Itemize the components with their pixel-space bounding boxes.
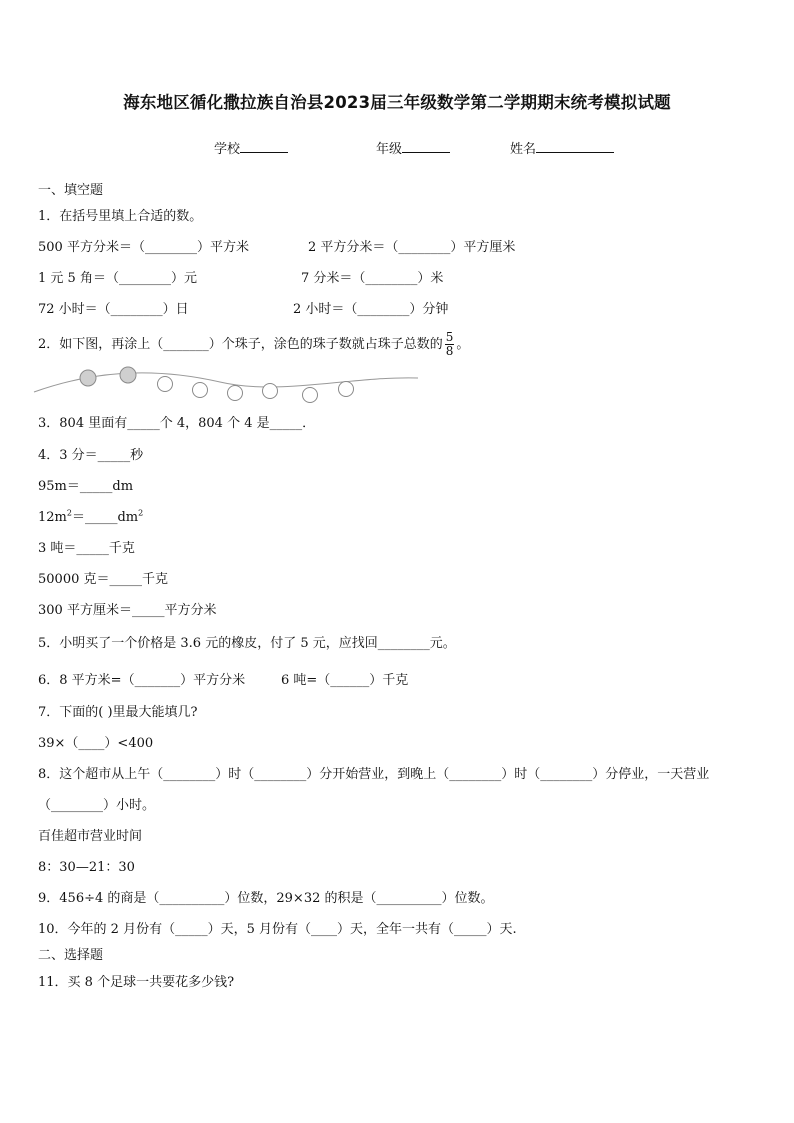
q4-c-sup2: 2 <box>138 508 144 518</box>
bead-unshaded <box>228 386 243 401</box>
bead-unshaded <box>158 377 173 392</box>
fraction-numerator: 5 <box>445 330 454 344</box>
question-1-row-2 <box>38 271 444 287</box>
question-11: 11．买 8 个足球一共要花多少钱? <box>38 975 235 990</box>
question-7-expression: 39×（____）<400 <box>38 736 154 751</box>
bead-unshaded <box>263 384 278 399</box>
question-6 <box>38 673 409 689</box>
name-blank[interactable] <box>536 142 614 153</box>
question-3: 3．804 里面有_____个 4，804 个 4 是_____． <box>38 416 316 431</box>
q2-end: 。 <box>456 337 470 352</box>
q2-text: 2．如下图，再涂上（_______）个珠子，涂色的珠子数就占珠子总数的 <box>38 337 443 352</box>
question-4-f: 300 平方厘米＝_____平方分米 <box>38 603 217 618</box>
school-blank[interactable] <box>240 142 288 153</box>
bead-string-figure <box>30 362 430 407</box>
q1-item-f: 2 小时＝（________）分钟 <box>293 302 449 317</box>
q1-item-c: 1 元 5 角＝（________）元 <box>38 271 197 286</box>
section-heading-choice: 二、选择题 <box>38 948 104 963</box>
question-1-row-1 <box>38 240 516 256</box>
q1-item-e: 72 小时＝（________）日 <box>38 302 189 317</box>
question-4-c <box>38 510 143 526</box>
q4-c-part2: ＝_____dm <box>71 510 139 525</box>
grade-field <box>376 142 450 158</box>
grade-label: 年级 <box>376 142 403 157</box>
school-field <box>214 142 288 158</box>
q4-c-part1: 12m <box>38 510 67 525</box>
fraction-denominator: 8 <box>445 344 454 358</box>
question-4-e: 50000 克＝_____千克 <box>38 572 168 587</box>
bead-unshaded <box>339 382 354 397</box>
question-1-stem: 1．在括号里填上合适的数。 <box>38 209 203 224</box>
section-heading-fill: 一、填空题 <box>38 183 104 198</box>
store-hours-caption: 百佳超市营业时间 <box>38 829 143 844</box>
q4-c-sup1: 2 <box>66 508 72 518</box>
question-7-stem: 7．下面的( )里最大能填几? <box>38 705 198 720</box>
q6-item-b: 6 吨=（______）千克 <box>281 673 409 688</box>
q1-item-a: 500 平方分米＝（________）平方米 <box>38 240 249 255</box>
grade-blank[interactable] <box>402 142 450 153</box>
q6-item-a: 6．8 平方米=（_______）平方分米 <box>38 673 246 688</box>
question-8-line-2: （________）小时。 <box>38 798 156 813</box>
question-1-row-3 <box>38 302 449 318</box>
question-2 <box>38 330 469 360</box>
question-8-line-1: 8．这个超市从上午（________）时（________）分开始营业，到晚上（________）时（________）分停业，一天营业 <box>38 767 710 782</box>
bead-shaded <box>80 370 96 386</box>
question-4-a: 4．3 分＝_____秒 <box>38 448 144 463</box>
store-hours-value: 8：30—21：30 <box>38 860 135 875</box>
q1-item-d: 7 分米＝（________）米 <box>301 271 444 286</box>
bead-unshaded <box>303 388 318 403</box>
school-label: 学校 <box>214 142 241 157</box>
question-4-d: 3 吨＝_____千克 <box>38 541 135 556</box>
name-field <box>510 142 614 158</box>
bead-shaded <box>120 367 136 383</box>
fraction <box>445 331 455 358</box>
question-4-b: 95m＝_____dm <box>38 479 134 494</box>
question-5: 5．小明买了一个价格是 3.6 元的橡皮，付了 5 元，应找回________元。 <box>38 636 456 651</box>
bead-unshaded <box>193 383 208 398</box>
question-10: 10．今年的 2 月份有（_____）天，5 月份有（____）天，全年一共有（_____）天. <box>38 922 517 937</box>
question-9: 9．456÷4 的商是（__________）位数，29×32 的积是（__________）位数。 <box>38 891 494 906</box>
page-title: 海东地区循化撒拉族自治县2023届三年级数学第二学期期末统考模拟试题 <box>123 93 671 112</box>
q1-item-b: 2 平方分米＝（________）平方厘米 <box>308 240 516 255</box>
name-label: 姓名 <box>510 142 537 157</box>
